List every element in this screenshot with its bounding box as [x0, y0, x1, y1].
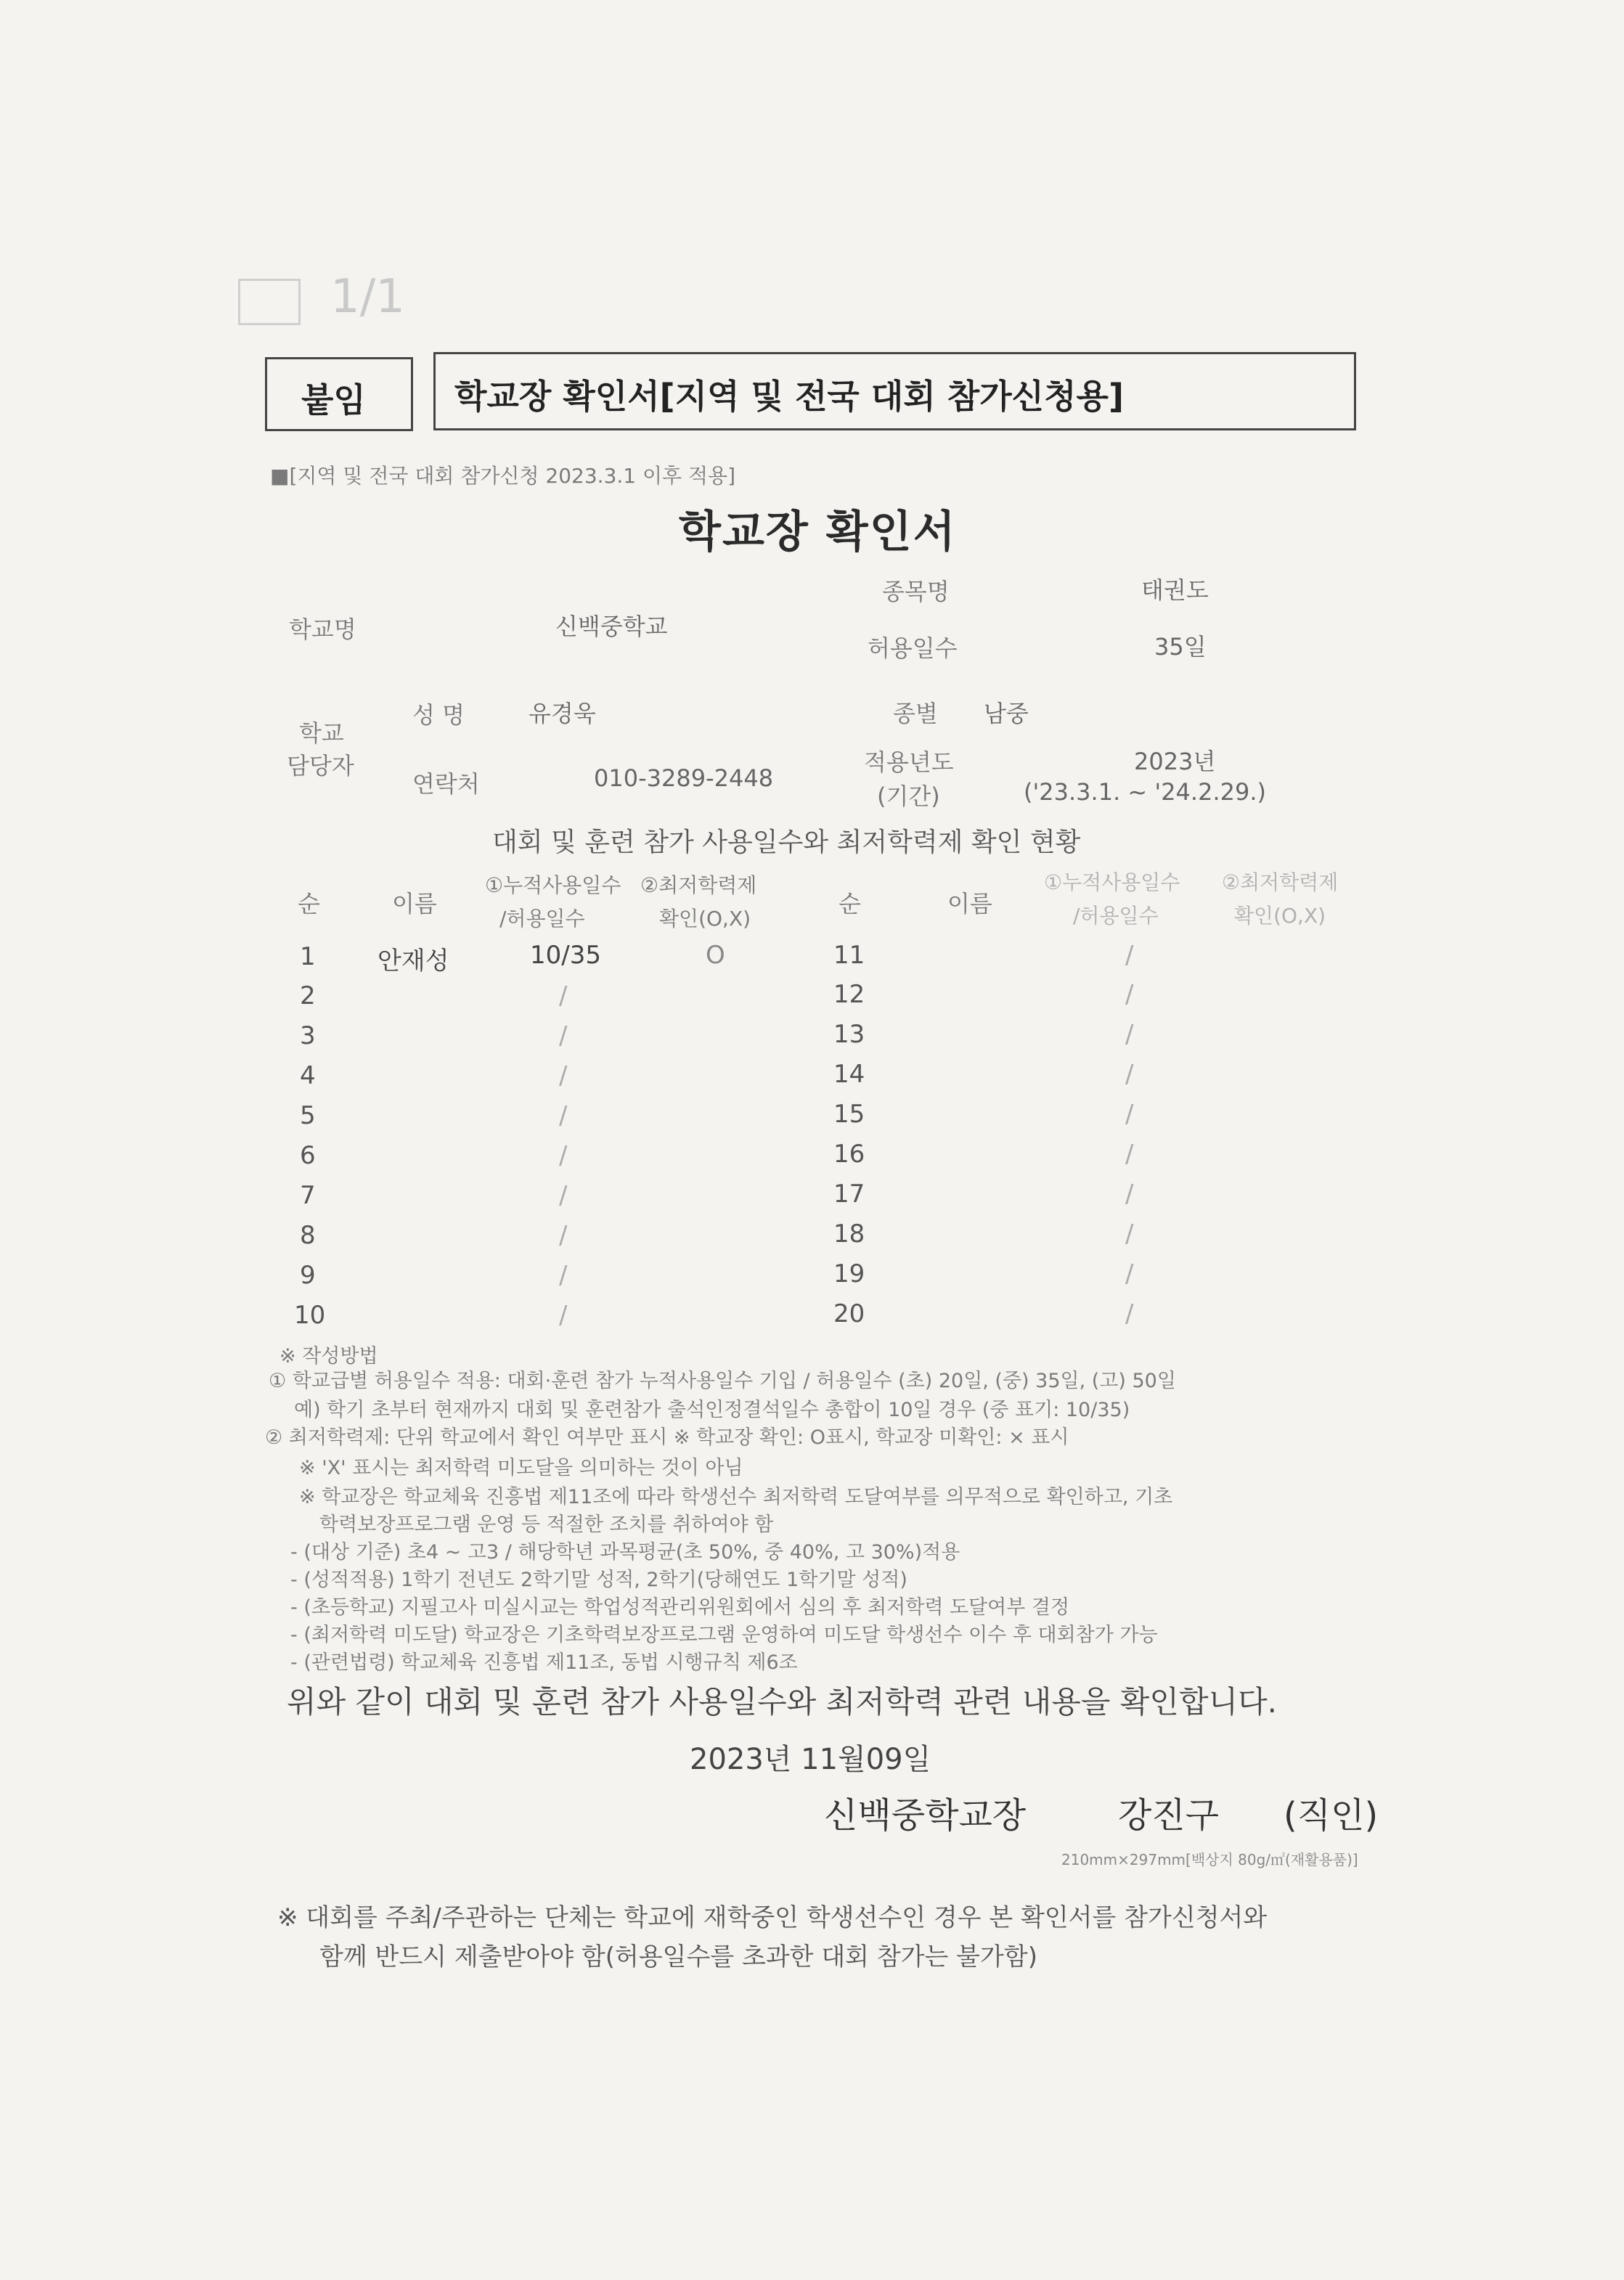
row-days: /: [1125, 1299, 1134, 1328]
header-title-box: [433, 352, 1356, 430]
signature-org: 신백중학교장: [824, 1795, 1027, 1836]
row-no: 17: [833, 1180, 865, 1209]
row-no: 10: [294, 1301, 326, 1330]
note-line: ② 최저학력제: 단위 학교에서 확인 여부만 표시 ※ 학교장 확인: O표시, 학교장 미확인: × 표시: [265, 1426, 1069, 1449]
note-line: ① 학교급별 허용일수 적용: 대회·훈련 참가 누적사용일수 기입 / 허용일수 (초) 20일, (중) 35일, (고) 50일: [269, 1370, 1176, 1392]
row-no: 15: [833, 1100, 865, 1129]
col-no-right: 순: [838, 890, 861, 918]
sport-label: 종목명: [882, 578, 950, 605]
row-days: /: [1125, 1180, 1134, 1209]
row-days: /: [559, 981, 568, 1010]
note-line: 예) 학기 초부터 현재까지 대회 및 훈련참가 출석인정결석일수 총합이 10일 경우 (중 표기: 10/35): [294, 1399, 1130, 1421]
notes-title: ※ 작성방법: [279, 1345, 378, 1368]
sport-value: 태권도: [1141, 576, 1209, 604]
allowed-days-label: 허용일수: [868, 634, 958, 662]
row-no: 19: [833, 1259, 865, 1288]
col-no-left: 순: [298, 890, 320, 918]
row-days: /: [559, 1101, 568, 1130]
name-value: 유경욱: [529, 700, 596, 727]
row-days: 10/35: [530, 941, 601, 970]
row-no: 6: [300, 1141, 316, 1170]
period-label-1: 적용년도: [864, 748, 954, 776]
row-days: /: [559, 1061, 568, 1090]
col-min-left-2: 확인(O,X): [659, 907, 751, 931]
row-no: 4: [300, 1061, 316, 1090]
confirm-text: 위와 같이 대회 및 훈련 참가 사용일수와 최저학력 관련 내용을 확인합니다.: [287, 1684, 1278, 1720]
footer-line-2: 함께 반드시 제출받아야 함(허용일수를 초과한 대회 참가는 불가함): [319, 1942, 1037, 1971]
scope-note: ■[지역 및 전국 대회 참가신청 2023.3.1 이후 적용]: [270, 464, 736, 488]
school-label: 학교명: [289, 616, 356, 643]
row-no: 14: [833, 1060, 865, 1089]
event-label: 종별: [893, 700, 938, 727]
period-year: 2023년: [1134, 748, 1216, 775]
allowed-days-value: 35일: [1154, 633, 1207, 661]
col-days-left-1: ①누적사용일수: [485, 873, 621, 897]
row-no: 11: [833, 941, 865, 970]
row-no: 1: [300, 942, 316, 971]
signature-seal: (직인): [1284, 1795, 1379, 1836]
row-name: 안재성: [378, 947, 449, 976]
name-label: 성 명: [412, 701, 465, 729]
row-no: 12: [833, 980, 865, 1009]
col-name-left: 이름: [392, 890, 437, 918]
row-days: /: [1125, 1259, 1134, 1288]
main-title: 학교장 확인서: [679, 507, 957, 557]
table-heading: 대회 및 훈련 참가 사용일수와 최저학력제 확인 현황: [492, 828, 1081, 857]
contact-value: 010-3289-2448: [594, 764, 774, 792]
signature-name: 강진구: [1118, 1795, 1220, 1836]
row-no: 5: [300, 1101, 316, 1130]
note-line: 학력보장프로그램 운영 등 적절한 조치를 취하여야 함: [319, 1513, 774, 1536]
row-no: 13: [833, 1020, 865, 1049]
col-min-right-1: ②최저학력제: [1222, 870, 1339, 894]
manager-label-1: 학교: [299, 719, 344, 747]
row-days: /: [1125, 1060, 1134, 1089]
manager-label-2: 담당자: [287, 752, 354, 780]
row-days: /: [1125, 1140, 1134, 1169]
row-days: /: [1125, 1100, 1134, 1129]
row-days: /: [1125, 1020, 1134, 1049]
issue-date: 2023년 11월09일: [690, 1743, 931, 1776]
note-line: - (최저학력 미도달) 학교장은 기초학력보장프로그램 운영하여 미도달 학생선수 이수 후 대회참가 가능: [290, 1624, 1158, 1646]
note-line: ※ 'X' 표시는 최저학력 미도달을 의미하는 것이 아님: [299, 1457, 743, 1479]
note-line: - (대상 기준) 초4 ~ 고3 / 해당학년 과목평균(초 50%, 중 40%, 고 30%)적용: [290, 1541, 960, 1564]
row-no: 9: [300, 1261, 316, 1290]
row-days: /: [1125, 980, 1134, 1009]
col-min-left-1: ②최저학력제: [640, 873, 757, 897]
header-tag: 붙임: [301, 380, 366, 420]
row-no: 16: [833, 1140, 865, 1169]
school-value: 신백중학교: [555, 613, 668, 640]
row-days: /: [1125, 941, 1134, 970]
row-days: /: [559, 1301, 568, 1330]
note-line: ※ 학교장은 학교체육 진흥법 제11조에 따라 학생선수 최저학력 도달여부를 의무적으로 확인하고, 기초: [299, 1486, 1173, 1508]
row-no: 2: [300, 981, 316, 1010]
note-line: - (성적적용) 1학기 전년도 2학기말 성적, 2학기(당해연도 1학기말 성적): [290, 1569, 907, 1591]
note-line: - (초등학교) 지필고사 미실시교는 학업성적관리위원회에서 심의 후 최저학력 도달여부 결정: [290, 1596, 1070, 1619]
row-days: /: [1125, 1219, 1134, 1249]
col-days-right-1: ①누적사용일수: [1044, 870, 1180, 894]
col-days-left-2: /허용일수: [499, 907, 585, 931]
row-no: 18: [833, 1219, 865, 1249]
row-no: 7: [300, 1181, 316, 1210]
col-days-right-2: /허용일수: [1073, 904, 1159, 928]
col-name-right: 이름: [947, 890, 992, 918]
period-range: ('23.3.1. ~ '24.2.29.): [1024, 778, 1266, 806]
row-days: /: [559, 1221, 568, 1250]
header-title: 학교장 확인서[지역 및 전국 대회 참가신청용]: [454, 377, 1124, 416]
row-check: O: [706, 941, 725, 970]
row-days: /: [559, 1181, 568, 1210]
page-indicator-icon: [238, 279, 301, 325]
header-tag-box: [265, 357, 413, 431]
col-min-right-2: 확인(O,X): [1234, 904, 1326, 928]
event-value: 남중: [984, 700, 1029, 727]
note-line: - (관련법령) 학교체육 진흥법 제11조, 동법 시행규칙 제6조: [290, 1651, 798, 1674]
row-no: 8: [300, 1221, 316, 1250]
paper-size: 210mm×297mm[백상지 80g/㎡(재활용품)]: [1061, 1851, 1358, 1868]
row-days: /: [559, 1141, 568, 1170]
page-indicator: 1/1: [330, 270, 405, 324]
row-no: 20: [833, 1299, 865, 1328]
row-days: /: [559, 1261, 568, 1290]
row-days: /: [559, 1021, 568, 1050]
contact-label: 연락처: [412, 770, 480, 798]
period-label-2: (기간): [877, 783, 940, 810]
footer-line-1: ※ 대회를 주최/주관하는 단체는 학교에 재학중인 학생선수인 경우 본 확인서를 참가신청서와: [277, 1903, 1268, 1932]
row-no: 3: [300, 1021, 316, 1050]
